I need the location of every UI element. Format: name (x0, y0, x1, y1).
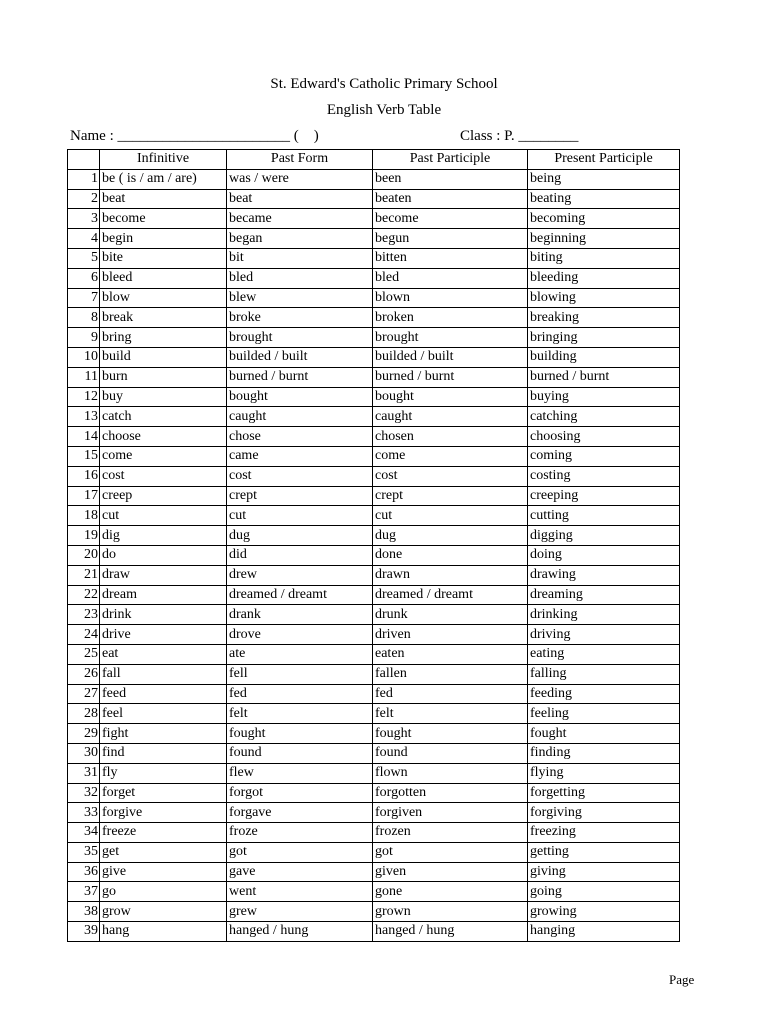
row-number: 37 (68, 882, 100, 902)
infinitive-cell: break (100, 308, 227, 328)
past-participle-cell: given (373, 862, 528, 882)
past-participle-cell: hanged / hung (373, 922, 528, 942)
past-form-cell: cut (227, 506, 373, 526)
past-participle-cell: fallen (373, 664, 528, 684)
infinitive-cell: fly (100, 763, 227, 783)
past-form-cell: drew (227, 565, 373, 585)
table-row (68, 209, 680, 229)
table-row (68, 664, 680, 684)
present-participle-cell: feeding (528, 684, 680, 704)
verb-table (67, 149, 680, 942)
past-form-cell: dreamed / dreamt (227, 585, 373, 605)
infinitive-cell: catch (100, 407, 227, 427)
row-number: 38 (68, 902, 100, 922)
row-number: 2 (68, 189, 100, 209)
infinitive-cell: fight (100, 724, 227, 744)
past-participle-cell: been (373, 169, 528, 189)
infinitive-cell: find (100, 743, 227, 763)
row-number: 27 (68, 684, 100, 704)
past-form-cell: grew (227, 902, 373, 922)
row-number: 6 (68, 268, 100, 288)
table-row (68, 367, 680, 387)
past-form-cell: beat (227, 189, 373, 209)
row-number: 7 (68, 288, 100, 308)
past-participle-cell: frozen (373, 823, 528, 843)
table-row (68, 446, 680, 466)
row-number: 31 (68, 763, 100, 783)
present-participle-cell: finding (528, 743, 680, 763)
table-row (68, 288, 680, 308)
past-form-cell: was / were (227, 169, 373, 189)
infinitive-cell: grow (100, 902, 227, 922)
past-form-cell: drove (227, 625, 373, 645)
table-row (68, 466, 680, 486)
infinitive-cell: build (100, 347, 227, 367)
past-form-cell: crept (227, 486, 373, 506)
table-row (68, 842, 680, 862)
past-participle-cell: dug (373, 526, 528, 546)
past-participle-cell: gone (373, 882, 528, 902)
past-participle-cell: forgotten (373, 783, 528, 803)
past-participle-cell: forgiven (373, 803, 528, 823)
table-row (68, 684, 680, 704)
past-form-cell: came (227, 446, 373, 466)
infinitive-cell: draw (100, 565, 227, 585)
infinitive-cell: drink (100, 605, 227, 625)
infinitive-cell: do (100, 545, 227, 565)
past-form-cell: dug (227, 526, 373, 546)
present-participle-cell: choosing (528, 427, 680, 447)
row-number: 25 (68, 644, 100, 664)
row-number: 32 (68, 783, 100, 803)
past-participle-cell: brought (373, 328, 528, 348)
col-header-present-participle: Present Participle (528, 150, 680, 170)
present-participle-cell: coming (528, 446, 680, 466)
past-form-cell: became (227, 209, 373, 229)
present-participle-cell: bringing (528, 328, 680, 348)
row-number: 17 (68, 486, 100, 506)
row-number: 3 (68, 209, 100, 229)
table-row (68, 526, 680, 546)
row-number: 23 (68, 605, 100, 625)
infinitive-cell: bring (100, 328, 227, 348)
past-form-cell: went (227, 882, 373, 902)
infinitive-cell: choose (100, 427, 227, 447)
infinitive-cell: begin (100, 229, 227, 249)
past-form-cell: fell (227, 664, 373, 684)
col-header-infinitive: Infinitive (100, 150, 227, 170)
past-form-cell: forgave (227, 803, 373, 823)
infinitive-cell: get (100, 842, 227, 862)
row-number: 26 (68, 664, 100, 684)
past-participle-cell: chosen (373, 427, 528, 447)
row-number: 28 (68, 704, 100, 724)
past-participle-cell: crept (373, 486, 528, 506)
table-row (68, 407, 680, 427)
past-participle-cell: bought (373, 387, 528, 407)
past-form-cell: hanged / hung (227, 922, 373, 942)
past-participle-cell: bitten (373, 248, 528, 268)
infinitive-cell: come (100, 446, 227, 466)
infinitive-cell: dig (100, 526, 227, 546)
present-participle-cell: growing (528, 902, 680, 922)
col-header-number (68, 150, 100, 170)
table-row (68, 387, 680, 407)
table-header-row (68, 150, 680, 170)
row-number: 15 (68, 446, 100, 466)
past-form-cell: brought (227, 328, 373, 348)
present-participle-cell: costing (528, 466, 680, 486)
past-participle-cell: bled (373, 268, 528, 288)
present-participle-cell: going (528, 882, 680, 902)
past-participle-cell: caught (373, 407, 528, 427)
row-number: 20 (68, 545, 100, 565)
past-participle-cell: fought (373, 724, 528, 744)
past-participle-cell: drawn (373, 565, 528, 585)
row-number: 18 (68, 506, 100, 526)
present-participle-cell: breaking (528, 308, 680, 328)
infinitive-cell: bite (100, 248, 227, 268)
present-participle-cell: blowing (528, 288, 680, 308)
present-participle-cell: becoming (528, 209, 680, 229)
present-participle-cell: feeling (528, 704, 680, 724)
table-row (68, 427, 680, 447)
present-participle-cell: fought (528, 724, 680, 744)
past-form-cell: chose (227, 427, 373, 447)
table-row (68, 565, 680, 585)
past-participle-cell: builded / built (373, 347, 528, 367)
past-participle-cell: cost (373, 466, 528, 486)
row-number: 34 (68, 823, 100, 843)
table-row (68, 169, 680, 189)
infinitive-cell: be ( is / am / are) (100, 169, 227, 189)
present-participle-cell: biting (528, 248, 680, 268)
row-number: 1 (68, 169, 100, 189)
past-participle-cell: fed (373, 684, 528, 704)
past-form-cell: bled (227, 268, 373, 288)
table-row (68, 506, 680, 526)
table-row (68, 862, 680, 882)
infinitive-cell: forgive (100, 803, 227, 823)
present-participle-cell: drawing (528, 565, 680, 585)
infinitive-cell: feed (100, 684, 227, 704)
past-participle-cell: grown (373, 902, 528, 922)
infinitive-cell: blow (100, 288, 227, 308)
past-participle-cell: blown (373, 288, 528, 308)
row-number: 19 (68, 526, 100, 546)
row-number: 21 (68, 565, 100, 585)
past-participle-cell: drunk (373, 605, 528, 625)
row-number: 8 (68, 308, 100, 328)
infinitive-cell: become (100, 209, 227, 229)
row-number: 39 (68, 922, 100, 942)
past-form-cell: bit (227, 248, 373, 268)
table-row (68, 803, 680, 823)
past-participle-cell: found (373, 743, 528, 763)
past-form-cell: did (227, 545, 373, 565)
present-participle-cell: catching (528, 407, 680, 427)
infinitive-cell: buy (100, 387, 227, 407)
table-row (68, 248, 680, 268)
table-row (68, 763, 680, 783)
school-name: St. Edward's Catholic Primary School (270, 76, 498, 92)
present-participle-cell: falling (528, 664, 680, 684)
past-form-cell: flew (227, 763, 373, 783)
past-participle-cell: got (373, 842, 528, 862)
infinitive-cell: bleed (100, 268, 227, 288)
table-row (68, 704, 680, 724)
infinitive-cell: freeze (100, 823, 227, 843)
infinitive-cell: forget (100, 783, 227, 803)
past-form-cell: bought (227, 387, 373, 407)
row-number: 36 (68, 862, 100, 882)
row-number: 10 (68, 347, 100, 367)
past-form-cell: burned / burnt (227, 367, 373, 387)
present-participle-cell: buying (528, 387, 680, 407)
infinitive-cell: cost (100, 466, 227, 486)
past-participle-cell: felt (373, 704, 528, 724)
present-participle-cell: driving (528, 625, 680, 645)
past-form-cell: blew (227, 288, 373, 308)
infinitive-cell: eat (100, 644, 227, 664)
present-participle-cell: building (528, 347, 680, 367)
present-participle-cell: forgetting (528, 783, 680, 803)
present-participle-cell: eating (528, 644, 680, 664)
table-row (68, 625, 680, 645)
table-row (68, 585, 680, 605)
past-participle-cell: beaten (373, 189, 528, 209)
present-participle-cell: bleeding (528, 268, 680, 288)
past-form-cell: froze (227, 823, 373, 843)
document-title: English Verb Table (326, 102, 442, 118)
table-row (68, 268, 680, 288)
table-row (68, 189, 680, 209)
present-participle-cell: digging (528, 526, 680, 546)
row-number: 33 (68, 803, 100, 823)
present-participle-cell: hanging (528, 922, 680, 942)
past-form-cell: began (227, 229, 373, 249)
present-participle-cell: dreaming (528, 585, 680, 605)
past-form-cell: broke (227, 308, 373, 328)
table-row (68, 823, 680, 843)
table-row (68, 882, 680, 902)
past-form-cell: fed (227, 684, 373, 704)
table-row (68, 347, 680, 367)
present-participle-cell: creeping (528, 486, 680, 506)
page-label: Page (669, 972, 695, 987)
table-row (68, 743, 680, 763)
row-number: 11 (68, 367, 100, 387)
past-participle-cell: flown (373, 763, 528, 783)
present-participle-cell: cutting (528, 506, 680, 526)
table-row (68, 724, 680, 744)
col-header-past-participle: Past Participle (373, 150, 528, 170)
past-participle-cell: done (373, 545, 528, 565)
present-participle-cell: freezing (528, 823, 680, 843)
infinitive-cell: creep (100, 486, 227, 506)
row-number: 14 (68, 427, 100, 447)
present-participle-cell: beginning (528, 229, 680, 249)
past-form-cell: found (227, 743, 373, 763)
table-row (68, 783, 680, 803)
table-row (68, 545, 680, 565)
infinitive-cell: drive (100, 625, 227, 645)
row-number: 9 (68, 328, 100, 348)
col-header-past-form: Past Form (227, 150, 373, 170)
past-participle-cell: burned / burnt (373, 367, 528, 387)
past-form-cell: drank (227, 605, 373, 625)
row-number: 29 (68, 724, 100, 744)
present-participle-cell: flying (528, 763, 680, 783)
table-row (68, 486, 680, 506)
past-form-cell: fought (227, 724, 373, 744)
present-participle-cell: being (528, 169, 680, 189)
infinitive-cell: give (100, 862, 227, 882)
past-participle-cell: dreamed / dreamt (373, 585, 528, 605)
row-number: 13 (68, 407, 100, 427)
past-form-cell: gave (227, 862, 373, 882)
past-form-cell: builded / built (227, 347, 373, 367)
present-participle-cell: beating (528, 189, 680, 209)
row-number: 35 (68, 842, 100, 862)
past-participle-cell: driven (373, 625, 528, 645)
infinitive-cell: go (100, 882, 227, 902)
past-form-cell: felt (227, 704, 373, 724)
infinitive-cell: hang (100, 922, 227, 942)
past-form-cell: got (227, 842, 373, 862)
past-form-cell: forgot (227, 783, 373, 803)
row-number: 12 (68, 387, 100, 407)
infinitive-cell: feel (100, 704, 227, 724)
name-field-line: Name : _______________________ ( ) (70, 128, 319, 144)
past-participle-cell: cut (373, 506, 528, 526)
past-participle-cell: broken (373, 308, 528, 328)
row-number: 24 (68, 625, 100, 645)
table-row (68, 922, 680, 942)
infinitive-cell: beat (100, 189, 227, 209)
present-participle-cell: getting (528, 842, 680, 862)
past-participle-cell: come (373, 446, 528, 466)
present-participle-cell: drinking (528, 605, 680, 625)
table-row (68, 328, 680, 348)
table-row (68, 605, 680, 625)
past-participle-cell: begun (373, 229, 528, 249)
past-participle-cell: eaten (373, 644, 528, 664)
infinitive-cell: fall (100, 664, 227, 684)
infinitive-cell: burn (100, 367, 227, 387)
past-form-cell: ate (227, 644, 373, 664)
past-form-cell: caught (227, 407, 373, 427)
row-number: 22 (68, 585, 100, 605)
table-row (68, 229, 680, 249)
table-row (68, 308, 680, 328)
table-row (68, 902, 680, 922)
infinitive-cell: dream (100, 585, 227, 605)
past-form-cell: cost (227, 466, 373, 486)
row-number: 5 (68, 248, 100, 268)
row-number: 4 (68, 229, 100, 249)
present-participle-cell: burned / burnt (528, 367, 680, 387)
row-number: 30 (68, 743, 100, 763)
present-participle-cell: giving (528, 862, 680, 882)
present-participle-cell: doing (528, 545, 680, 565)
class-field-line: Class : P. ________ (460, 128, 579, 144)
past-participle-cell: become (373, 209, 528, 229)
present-participle-cell: forgiving (528, 803, 680, 823)
table-row (68, 644, 680, 664)
infinitive-cell: cut (100, 506, 227, 526)
row-number: 16 (68, 466, 100, 486)
